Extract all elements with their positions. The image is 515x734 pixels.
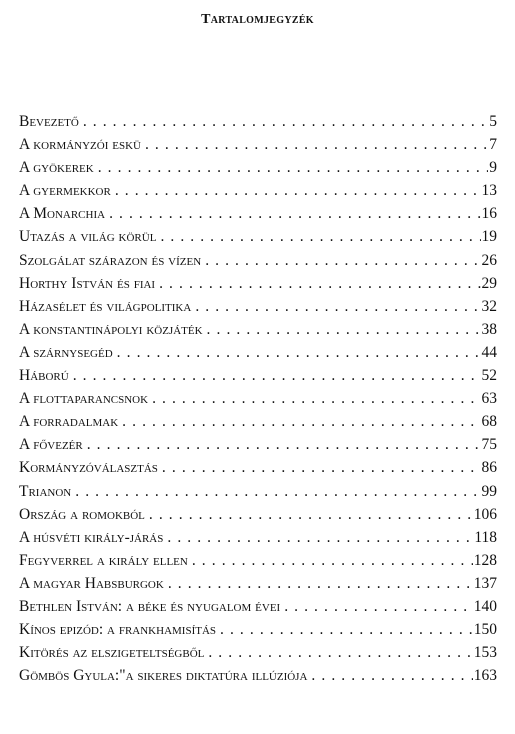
toc-entry-title: A konstantinápolyi közjáték	[19, 320, 203, 338]
dot-leader	[207, 318, 481, 341]
toc-entry[interactable]	[19, 526, 497, 549]
toc-entry-page-number: 32	[481, 297, 497, 315]
toc-entry-page-number: 9	[489, 159, 497, 177]
toc-entry-title: Kormányzóválasztás	[19, 459, 158, 477]
toc-entry-title: A forradalmak	[19, 413, 119, 431]
toc-entry-title: Horthy István és fiai	[19, 274, 156, 292]
dot-leader	[122, 410, 480, 433]
toc-entry[interactable]	[19, 225, 497, 248]
toc-entry-page-number: 63	[481, 390, 497, 408]
toc-entry-page-number: 99	[481, 482, 497, 500]
page-title: Tartalomjegyzék	[201, 12, 314, 27]
toc-entry[interactable]	[19, 433, 497, 456]
toc-entry-page-number: 86	[481, 459, 497, 477]
toc-entry-page-number: 140	[473, 597, 497, 615]
toc-entry[interactable]	[19, 641, 497, 664]
toc-entry[interactable]	[19, 410, 497, 433]
toc-entry-page-number: 137	[473, 574, 497, 592]
toc-entry[interactable]	[19, 456, 497, 479]
toc-entry[interactable]	[19, 295, 497, 318]
dot-leader	[160, 225, 480, 248]
toc-entry-page-number: 29	[481, 274, 497, 292]
toc-entry-page-number: 19	[481, 228, 497, 246]
toc-entry[interactable]	[19, 318, 497, 341]
toc-entry-title: A Monarchia	[19, 205, 106, 223]
toc-entry-page-number: 44	[481, 343, 497, 361]
toc-entry[interactable]	[19, 249, 497, 272]
toc-entry-page-number: 163	[473, 667, 497, 685]
toc-entry[interactable]	[19, 364, 497, 387]
toc-entry-title: Bevezető	[19, 113, 79, 130]
dot-leader	[117, 341, 481, 364]
dot-leader	[208, 641, 472, 664]
toc-entry[interactable]	[19, 664, 497, 687]
dot-leader	[195, 295, 480, 318]
toc-entry-page-number: 128	[473, 551, 497, 569]
toc-entry-title: Ország a romokból	[19, 505, 145, 523]
toc-entry-page-number: 118	[474, 528, 497, 546]
toc-entry-page-number: 7	[489, 136, 497, 154]
dot-leader	[159, 272, 480, 295]
toc-entry[interactable]	[19, 110, 497, 133]
toc-entry-page-number: 52	[481, 367, 497, 385]
dot-leader	[109, 202, 480, 225]
dot-leader	[149, 503, 473, 526]
toc-entry-title: A magyar Habsburgok	[19, 574, 164, 592]
toc-entry[interactable]	[19, 572, 497, 595]
toc-entry-title: Gömbös Gyula:"a sikeres diktatúra illúziója	[19, 667, 308, 685]
dot-leader	[145, 133, 488, 156]
dot-leader	[75, 480, 480, 503]
dot-leader	[167, 526, 473, 549]
toc-entry-page-number: 68	[481, 413, 497, 431]
toc-entry-title: Háború	[19, 367, 69, 385]
dot-leader	[152, 387, 480, 410]
toc-entry-title: Bethlen István: a béke és nyugalom évei	[19, 597, 281, 615]
toc-entry[interactable]	[19, 595, 497, 618]
toc-entry[interactable]	[19, 133, 497, 156]
dot-leader	[192, 549, 473, 572]
toc-entry-page-number: 150	[473, 621, 497, 639]
toc-entry-title: Szolgálat szárazon és vízen	[19, 251, 202, 269]
toc-entry-title: Kínos epizód: a frankhamisítás	[19, 621, 217, 639]
toc-entry-page-number: 153	[473, 644, 497, 662]
toc-entry[interactable]	[19, 387, 497, 410]
toc-entry-title: A flottaparancsnok	[19, 390, 149, 408]
dot-leader	[311, 664, 472, 687]
toc-entry-title: Utazás a világ körül	[19, 228, 157, 246]
toc-entry[interactable]	[19, 179, 497, 202]
toc-entry-title: A szárnysegéd	[19, 343, 113, 361]
toc-entry-page-number: 38	[481, 320, 497, 338]
dot-leader	[168, 572, 473, 595]
toc-entry-title: Kitörés az elszigeteltségből	[19, 644, 205, 662]
toc-entry-title: Házasélet és világpolitika	[19, 297, 192, 315]
toc-entry-title: A kormányzói eskü	[19, 136, 141, 154]
dot-leader	[98, 156, 489, 179]
toc-entry-page-number: 106	[473, 505, 497, 523]
toc-entry-page-number: 75	[481, 436, 497, 454]
dot-leader	[220, 618, 473, 641]
toc-entry-page-number: 13	[481, 182, 497, 200]
toc-entry[interactable]	[19, 341, 497, 364]
toc-entry[interactable]	[19, 272, 497, 295]
toc-entry[interactable]	[19, 156, 497, 179]
dot-leader	[162, 456, 481, 479]
toc-entry-page-number: 5	[489, 113, 497, 130]
toc-entry-page-number: 16	[481, 205, 497, 223]
toc-entry[interactable]	[19, 618, 497, 641]
toc-entry[interactable]	[19, 503, 497, 526]
toc-entry[interactable]	[19, 480, 497, 503]
dot-leader	[87, 433, 481, 456]
dot-leader	[83, 110, 488, 133]
dot-leader	[115, 179, 481, 202]
table-of-contents	[19, 110, 497, 687]
dot-leader	[205, 249, 480, 272]
toc-entry-title: A fővezér	[19, 436, 83, 454]
toc-entry[interactable]	[19, 202, 497, 225]
toc-entry[interactable]	[19, 549, 497, 572]
toc-entry-title: A gyermekkor	[19, 182, 111, 200]
toc-entry-title: Trianon	[19, 482, 72, 500]
dot-leader	[284, 595, 473, 618]
toc-entry-title: A húsvéti király-járás	[19, 528, 164, 546]
toc-entry-page-number: 26	[481, 251, 497, 269]
toc-entry-title: Fegyverrel a király ellen	[19, 551, 188, 569]
toc-entry-title: A gyökerek	[19, 159, 94, 177]
dot-leader	[73, 364, 481, 387]
